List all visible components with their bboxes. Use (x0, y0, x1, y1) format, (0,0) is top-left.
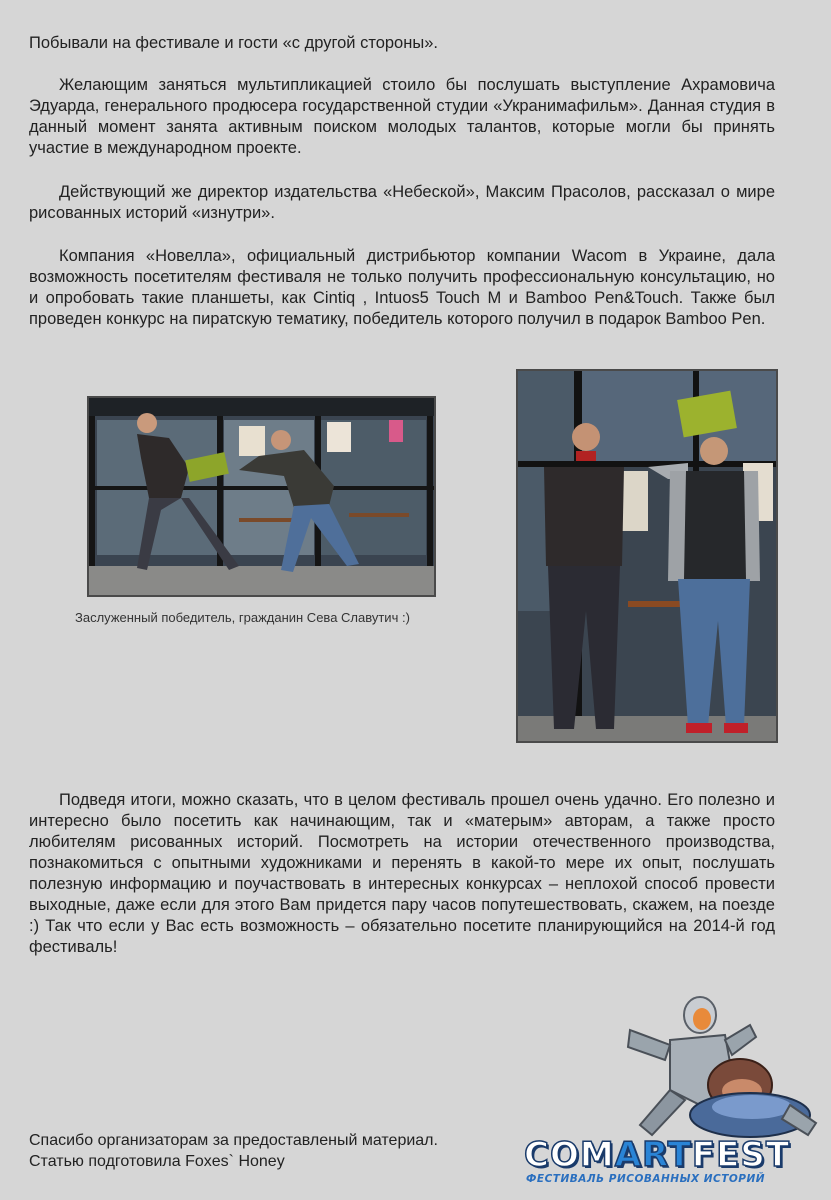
photo-winners-standing-image (518, 371, 776, 741)
paragraph-2: Желающим заняться мультипликацией стоило бы послушать выступление Ахрамовича Эдуарда, генерального продюсера государственной студии «Укранимафильм». Данная студия в данный момент занята активным поиском молодых талантов, которые могли бы принять участие в международном проекте. (29, 76, 775, 157)
photo-tug-of-war-image (89, 398, 434, 595)
logo-subtitle: ФЕСТИВАЛЬ РИСОВАННЫХ ИСТОРИЙ (526, 1173, 766, 1185)
logo-title-fest: FEST (691, 1135, 791, 1175)
logo-mascots-illustration (520, 995, 820, 1145)
photo-caption: Заслуженный победитель, гражданин Сева Славутич :) (75, 610, 410, 625)
credits-thanks: Спасибо организаторам за предоставленый материал. (29, 1132, 438, 1149)
paragraph-1: Побывали на фестивале и гости «с другой стороны». (29, 34, 438, 52)
comartfest-logo (520, 995, 820, 1195)
paragraph-3: Действующий же директор издательства «Небеской», Максим Прасолов, рассказал о мире рисованных историй «изнутри». (29, 183, 775, 222)
paragraph-4: Компания «Новелла», официальный дистрибьютор компании Wacom в Украине, дала возможность посетителям фестиваля не только получить профессиональную консультацию, но и опробовать такие планшеты, как Cintiq , Intuos5 Touch M и Bamboo Pen&Touch. Также был проведен конкурс на пиратскую тематику, победитель которого получил в подарок Bamboo Pen. (29, 247, 775, 328)
logo-title-art: ART (614, 1135, 692, 1175)
credits (29, 1130, 438, 1172)
credits-author: Статью подготовила Foxes` Honey (29, 1153, 285, 1170)
logo-title-com: COM (524, 1135, 615, 1175)
logo-title (524, 1135, 790, 1175)
paragraph-5: Подведя итоги, можно сказать, что в целом фестиваль прошел очень удачно. Его полезно и интересно было посетить как начинающим, так и «матерым» авторам, а также просто любителям рисованных историй. Посмотреть на истории отечественного производства, познакомиться с опытными художниками и перенять в какой-то мере их опыт, послушать полезную информацию и поучаствовать в интересных конкурсах – неплохой способ провести выходные, даже если для этого Вам придется пару часов попутешествовать, скажем, на поезде :) Так что если у Вас есть возможность – обязательно посетите планирующийся на 2014-й год фестиваль! (29, 791, 775, 956)
photo-winners-standing (516, 369, 778, 743)
photo-tug-of-war (87, 396, 436, 597)
